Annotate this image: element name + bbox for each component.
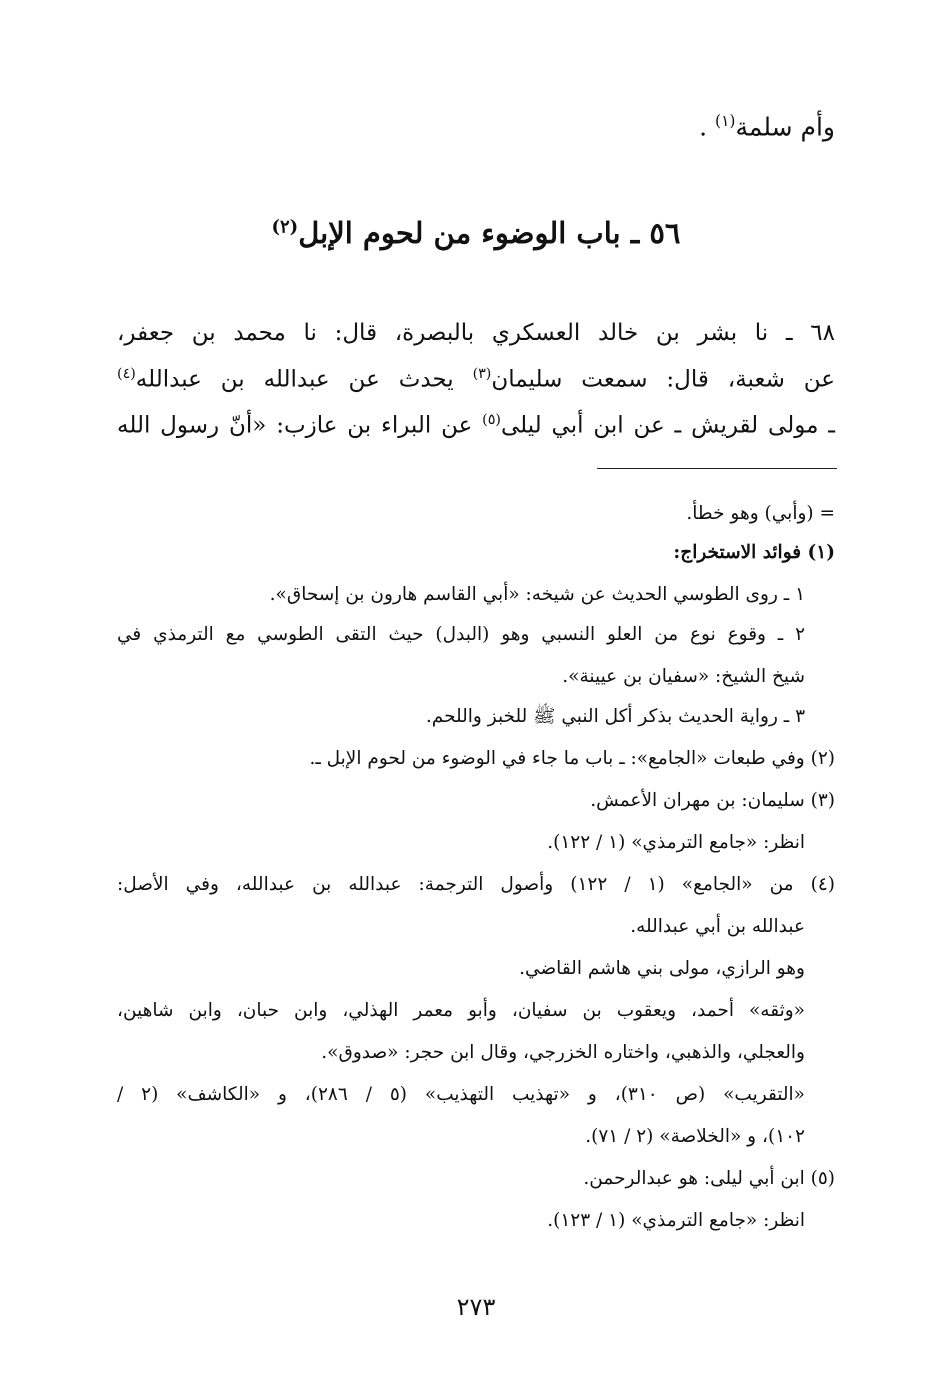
footnote-4-line-5: والعجلي، والذهبي، واختاره الخزرجي، وقال ابن حجر: «صدوق». [321, 1042, 805, 1063]
footnote-marker: (٢) [271, 216, 299, 238]
footnote-marker: (٤) [117, 366, 136, 382]
hadith-line-2 [117, 366, 835, 393]
footnote-1-title: (١) فوائد الاستخراج: [673, 542, 835, 563]
footnote-1-item-1: ١ ـ روى الطوسي الحديث عن شيخه: «أبي القاسم هارون بن إسحاق». [269, 584, 805, 605]
footnote-4-line-3: وهو الرازي، مولى بني هاشم القاضي. [519, 958, 805, 979]
text-span: يحدث عن عبدالله بن عبدالله [135, 366, 473, 393]
footnote-4-line-1: (٤) من «الجامع» (١ / ١٢٢) وأصول الترجمة: عبدالله بن عبدالله، وفي الأصل: [117, 874, 835, 895]
footnote-marker: (٣) [472, 366, 492, 382]
carryover-line [699, 112, 835, 141]
footnote-5: (٥) ابن أبي ليلى: هو عبدالرحمن. [583, 1168, 835, 1189]
footnote-3-ref: انظر: «جامع الترمذي» (١ / ١٢٢). [547, 832, 805, 853]
text-span: عن شعبة، قال: سمعت سليمان [491, 366, 835, 393]
footnote-2: (٢) وفي طبعات «الجامع»: ـ باب ما جاء في الوضوء من لحوم الإبل ـ. [309, 748, 835, 769]
footnote-4-line-7: ١٠٢)، و «الخلاصة» (٢ / ٧١). [585, 1126, 805, 1147]
footnote-marker: (٥) [482, 412, 501, 428]
footnote-1-item-2a: ٢ ـ وقوع نوع من العلو النسبي وهو (البدل) حيث التقى الطوسي مع الترمذي في [117, 624, 805, 645]
page-number: ٢٧٣ [456, 1293, 496, 1321]
text-span: عن البراء بن عازب: «أنّ رسول الله [117, 412, 483, 439]
footnote-continuation: = (وأبي) وهو خطأ. [686, 503, 835, 524]
chapter-heading [0, 216, 952, 250]
footnote-4-line-2: عبدالله بن أبي عبدالله. [630, 916, 805, 937]
footnote-5-ref: انظر: «جامع الترمذي» (١ / ١٢٣). [547, 1210, 805, 1231]
hadith-line-1: ٦٨ ـ نا بشر بن خالد العسكري بالبصرة، قال: نا محمد بن جعفر، [117, 320, 835, 346]
footnote-4-line-6: «التقريب» (ص ٣١٠)، و «تهذيب التهذيب» (٥ / ٢٨٦)، و «الكاشف» (٢ / [117, 1084, 805, 1105]
hadith-line-3 [117, 412, 835, 439]
footnote-3: (٣) سليمان: بن مهران الأعمش. [590, 790, 835, 811]
heading-text: ٥٦ ـ باب الوضوء من لحوم الإبل [298, 216, 681, 250]
carryover-tail: . [699, 112, 716, 142]
footnote-4-line-4: «وثقه» أحمد، ويعقوب بن سفيان، وأبو معمر الهذلي، وابن حبان، وابن شاهين، [117, 1000, 805, 1021]
footnote-1-item-2b: شيخ الشيخ: «سفيان بن عيينة». [562, 666, 805, 687]
footnote-marker: (١) [715, 112, 736, 130]
footnote-separator [597, 468, 837, 469]
carryover-text: وأم سلمة [735, 112, 835, 142]
text-span: ـ مولى لقريش ـ عن ابن أبي ليلى [500, 412, 835, 439]
footnote-1-item-3: ٣ ـ رواية الحديث بذكر أكل النبي ﷺ للخبز واللحم. [425, 706, 805, 727]
